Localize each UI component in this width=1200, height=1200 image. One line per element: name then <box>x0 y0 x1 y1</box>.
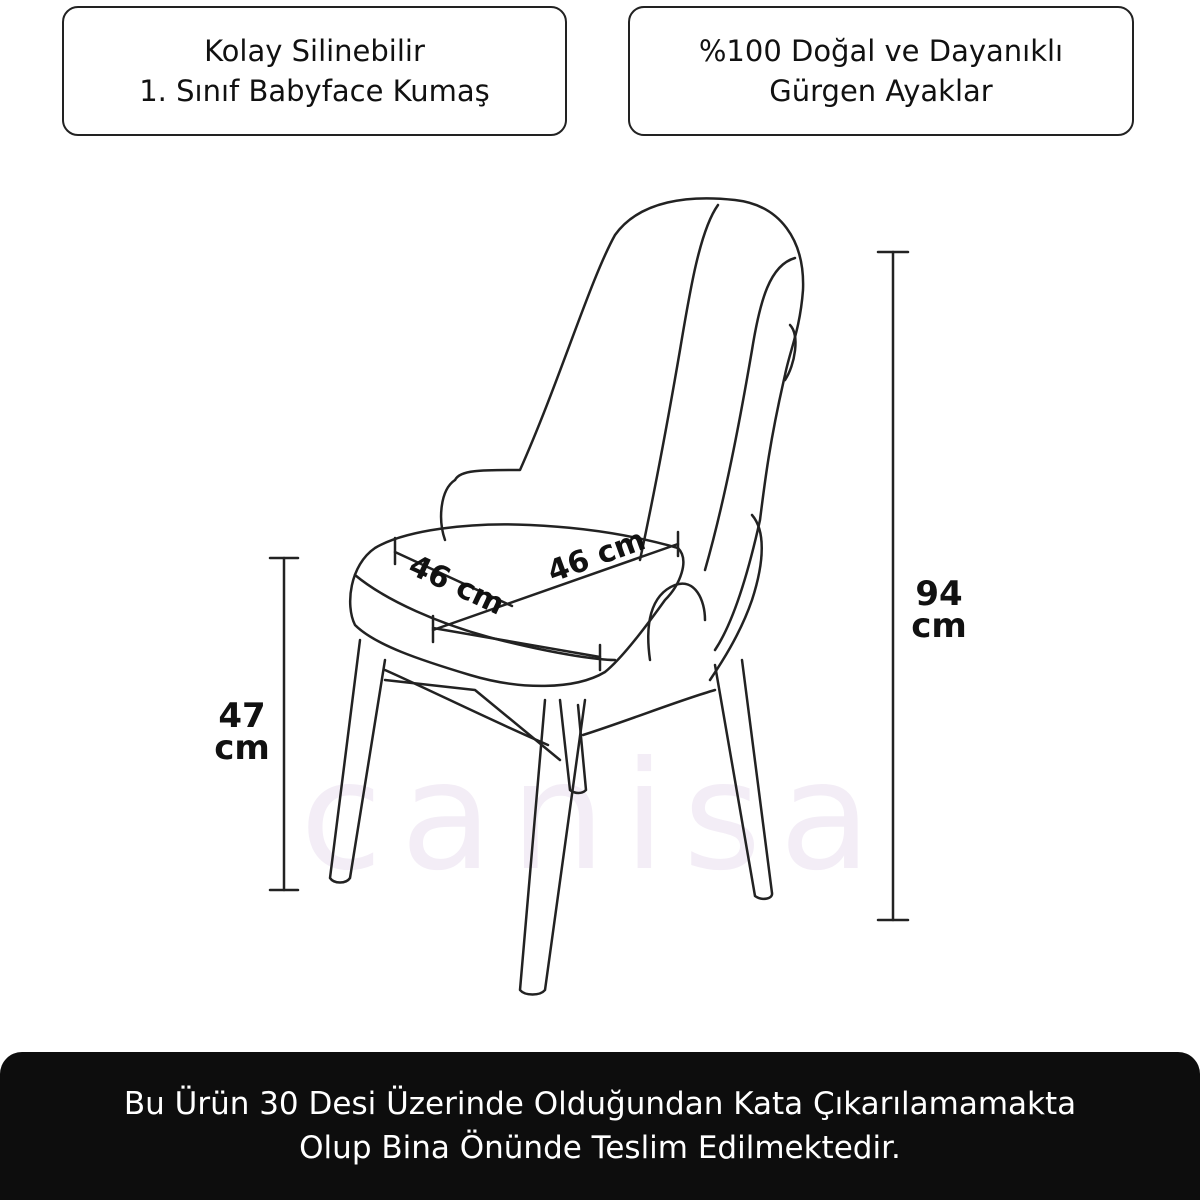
seat-depth-label: 46 cm <box>403 548 510 623</box>
total-height-unit: cm <box>911 606 967 646</box>
feature-legs-line2: Gürgen Ayaklar <box>769 74 993 108</box>
leg-front-right <box>520 700 585 995</box>
seat-depth-line-2 <box>433 628 600 657</box>
leg-stretcher-1 <box>385 670 548 745</box>
total-height-label <box>905 574 973 646</box>
seat-height-unit: cm <box>214 728 270 768</box>
total-height-dimension <box>878 252 908 920</box>
chair-arm-right <box>648 584 705 660</box>
delivery-notice-line2: Olup Bina Önünde Teslim Edilmektedir. <box>299 1130 901 1166</box>
feature-legs-line1: %100 Doğal ve Dayanıklı <box>698 34 1064 68</box>
feature-fabric-line1: Kolay Silinebilir <box>204 34 425 68</box>
seat-width-label: 46 cm <box>543 522 651 590</box>
delivery-notice-line1: Bu Ürün 30 Desi Üzerinde Olduğundan Kata Çıkarılamamakta <box>123 1086 1077 1122</box>
backrest-seam-2 <box>705 258 795 570</box>
feature-fabric-line2: 1. Sınıf Babyface Kumaş <box>139 74 490 108</box>
total-height-value: 94 <box>915 574 963 614</box>
leg-front-left <box>330 640 385 883</box>
leg-back-right <box>715 660 772 899</box>
delivery-notice <box>0 1052 1200 1200</box>
chair-backrest <box>455 198 803 650</box>
seat-height-label <box>208 696 276 768</box>
leg-stretcher-3 <box>385 680 560 760</box>
backrest-side-2 <box>710 515 762 680</box>
chair-arm <box>441 480 455 540</box>
seat-height-value: 47 <box>218 696 266 736</box>
backrest-seam-1 <box>640 205 718 560</box>
brand-watermark: canisa <box>300 730 890 904</box>
leg-stretcher-2 <box>583 690 715 735</box>
